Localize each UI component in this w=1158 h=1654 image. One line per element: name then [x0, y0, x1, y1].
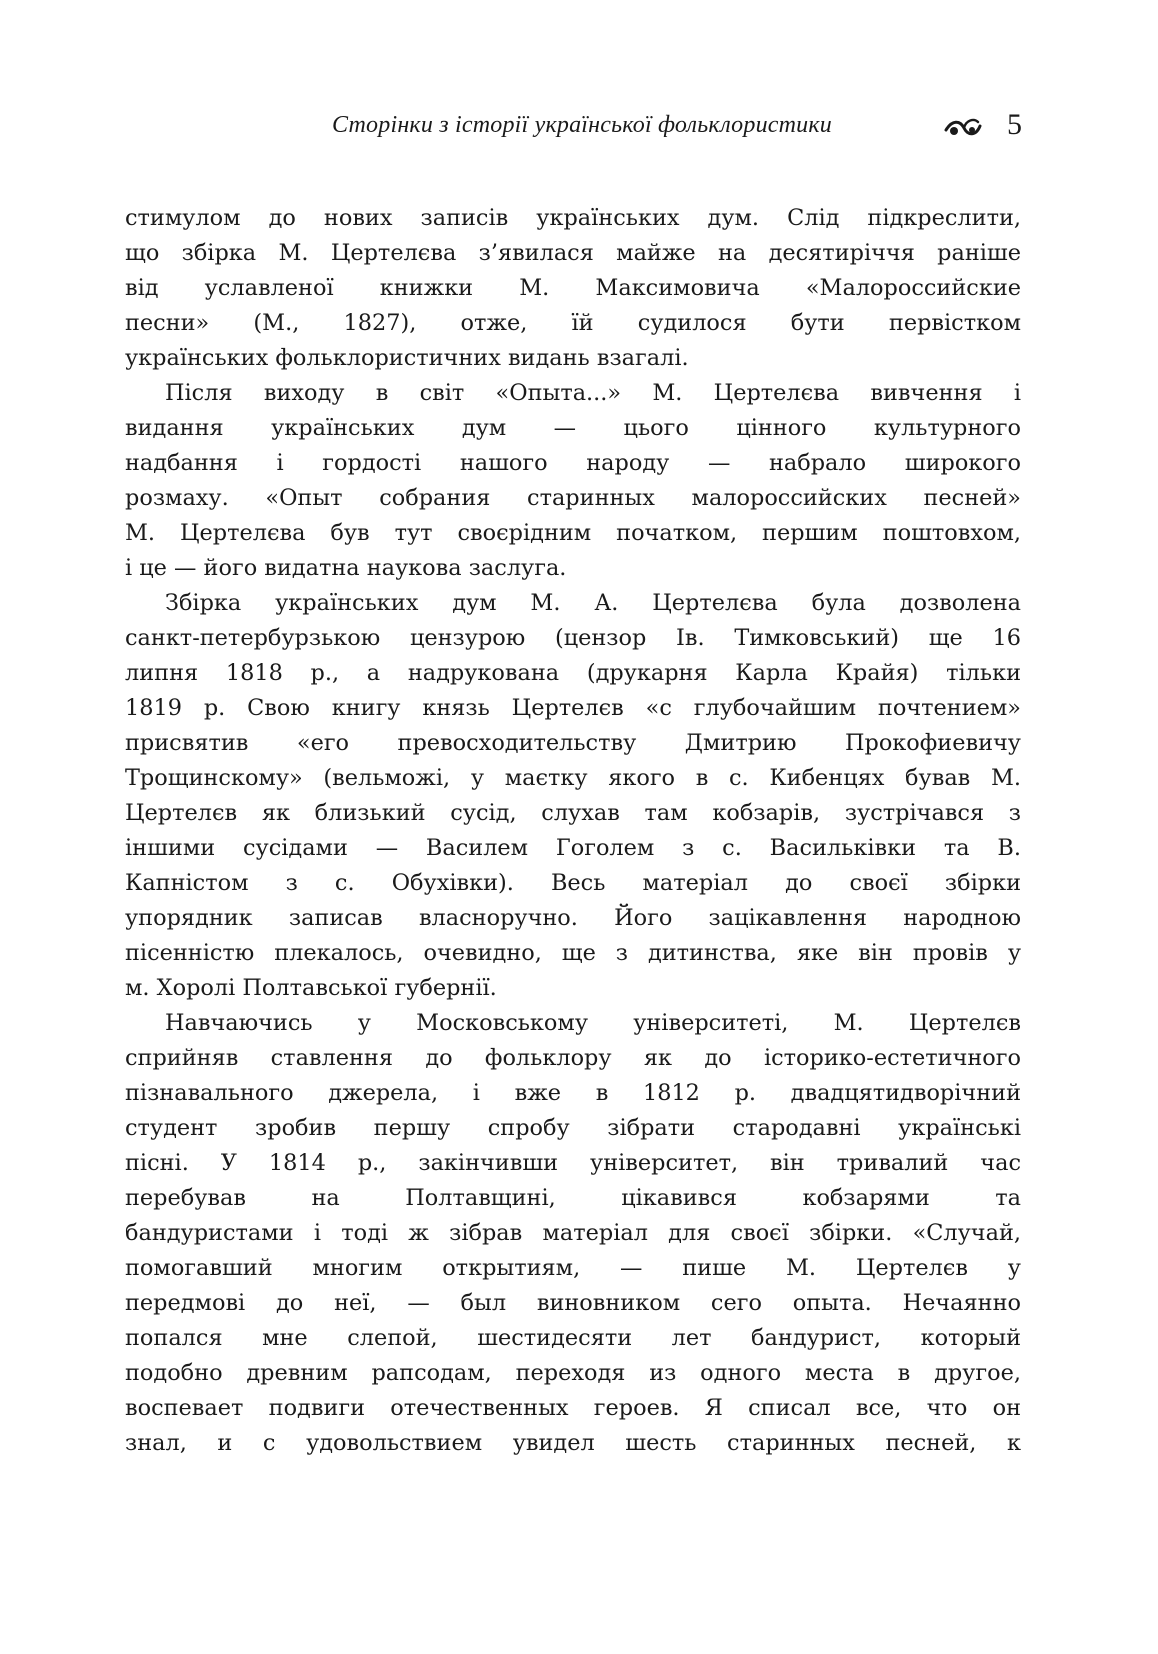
text-line: Збірка українських дум М. А. Цертелєва була дозволена — [165, 590, 1021, 616]
text-line: Трощинскому» (вельможі, у маєтку якого в с. Кибенцях бував М. — [125, 765, 1021, 791]
page-number: 5 — [1007, 108, 1022, 141]
paragraph — [125, 586, 1021, 1006]
text-line: упорядник записав власноручно. Його зацікавлення народною — [125, 905, 1021, 931]
text-line: стимулом до нових записів українських дум. Слід підкреслити, — [125, 205, 1021, 231]
paragraph — [125, 376, 1021, 586]
text-line: песни» (М., 1827), отже, їй судилося бути первістком — [125, 310, 1021, 336]
paragraph — [125, 1006, 1021, 1461]
text-line: знал, и с удовольствием увидел шесть старинных песней, к — [125, 1430, 1021, 1456]
text-line: липня 1818 р., а надрукована (друкарня Карла Крайя) тільки — [125, 660, 1021, 686]
text-line: подобно древним рапсодам, переходя из одного места в другое, — [125, 1360, 1021, 1386]
text-line: видання українських дум — цього цінного культурного — [125, 415, 1021, 441]
running-title: Сторінки з історії української фольклористики — [331, 112, 832, 138]
text-line: Цертелєв як близький сусід, слухав там кобзарів, зустрічався з — [125, 800, 1021, 826]
text-line: попался мне слепой, шестидесяти лет бандурист, который — [125, 1325, 1021, 1351]
fleuron-icon — [944, 114, 984, 140]
text-line: Навчаючись у Московському університеті, М. Цертелєв — [165, 1010, 1021, 1036]
text-line: Після виходу в світ «Опыта...» М. Цертелєва вивчення і — [165, 380, 1021, 406]
text-line: іншими сусідами — Василем Гоголем з с. Васильківки та В. — [125, 835, 1021, 861]
text-line: сприйняв ставлення до фольклору як до історико-естетичного — [125, 1045, 1021, 1071]
text-line: воспевает подвиги отечественных героев. Я списал все, что он — [125, 1395, 1021, 1421]
text-line: надбання і гордості нашого народу — набрало широкого — [125, 450, 1021, 476]
text-line: пізнавального джерела, і вже в 1812 р. двадцятидворічний — [125, 1080, 1021, 1106]
text-line: розмаху. «Опыт собрания старинных малороссийских песней» — [125, 485, 1021, 511]
text-line: 1819 р. Свою книгу князь Цертелєв «с глубочайшим почтением» — [125, 695, 1021, 721]
text-line: і це — його видатна наукова заслуга. — [125, 555, 567, 581]
text-line: пісні. У 1814 р., закінчивши університет, він тривалий час — [125, 1150, 1021, 1176]
text-line: українських фольклористичних видань взагалі. — [125, 345, 689, 371]
text-line: присвятив «его превосходительству Дмитрию Прокофиевичу — [125, 730, 1021, 756]
text-line: помогавший многим открытиям, — пише М. Цертелєв у — [125, 1255, 1021, 1281]
text-line: перебував на Полтавщині, цікавився кобзарями та — [125, 1185, 1021, 1211]
text-line: санкт-петербурзькою цензурою (цензор Ів. Тимковський) ще 16 — [125, 625, 1021, 651]
running-head — [120, 108, 1022, 148]
paragraph — [125, 201, 1021, 376]
text-line: від уславленої книжки М. Максимовича «Малороссийские — [125, 275, 1021, 301]
text-line: м. Хоролі Полтавської губернії. — [125, 975, 497, 1001]
text-line: бандуристами і тоді ж зібрав матеріал для своєї збірки. «Случай, — [125, 1220, 1021, 1246]
text-line: пісенністю плекалось, очевидно, ще з дитинства, яке він провів у — [125, 940, 1021, 966]
text-line: передмові до неї, — был виновником сего опыта. Нечаянно — [125, 1290, 1021, 1316]
text-line: Капністом з с. Обухівки). Весь матеріал до своєї збірки — [125, 870, 1021, 896]
body-text — [125, 201, 1021, 1461]
text-line: студент зробив першу спробу зібрати стародавні українські — [125, 1115, 1021, 1141]
text-line: що збірка М. Цертелєва з’явилася майже на десятиріччя раніше — [125, 240, 1021, 266]
text-line: М. Цертелєва був тут своєрідним початком, першим поштовхом, — [125, 520, 1021, 546]
